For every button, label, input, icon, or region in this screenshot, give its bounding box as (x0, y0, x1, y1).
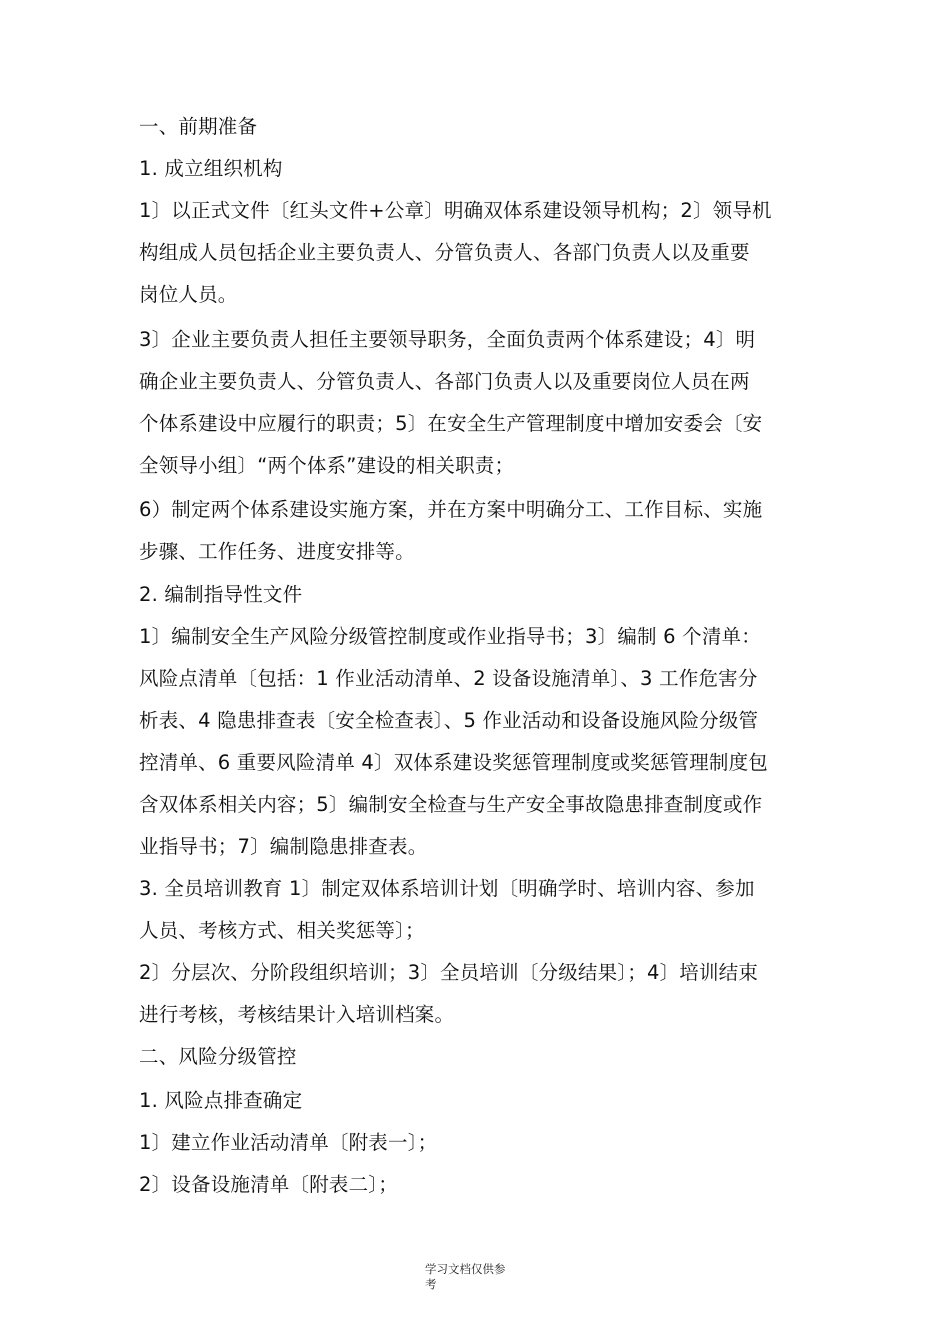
paragraph-line: 人员、考核方式、相关奖惩等〕； (139, 919, 425, 942)
subheading-1-2: 2. 编制指导性文件 (139, 583, 303, 606)
subheading-1-3: 3. 全员培训教育 1〕制定双体系培训计划〔明确学时、培训内容、参加 (139, 877, 755, 900)
footer-note (425, 1262, 506, 1292)
paragraph-line: 1〕编制安全生产风险分级管控制度或作业指导书；3〕编制 6 个清单： (139, 625, 761, 648)
paragraph-line: 2〕分层次、分阶段组织培训；3〕全员培训〔分级结果〕；4〕培训结束 (139, 961, 759, 984)
footer-note-line: 考 (425, 1277, 437, 1291)
paragraph-line: 构组成人员包括企业主要负责人、分管负责人、各部门负责人以及重要 (139, 241, 750, 264)
paragraph-line: 风险点清单〔包括：1 作业活动清单、2 设备设施清单〕、3 工作危害分 (139, 667, 758, 690)
paragraph-line: 6）制定两个体系建设实施方案，并在方案中明确分工、工作目标、实施 (139, 498, 763, 521)
paragraph-line: 步骤、工作任务、进度安排等。 (139, 540, 415, 563)
paragraph-line: 确企业主要负责人、分管负责人、各部门负责人以及重要岗位人员在两 (139, 370, 750, 393)
footer-note-line: 学习文档仅供参 (425, 1262, 506, 1276)
paragraph-line: 2〕设备设施清单〔附表二〕； (139, 1173, 398, 1196)
paragraph-line: 个体系建设中应履行的职责；5〕在安全生产管理制度中增加安委会〔安 (139, 412, 763, 435)
paragraph-line: 全领导小组〕“两个体系”建设的相关职责； (139, 454, 515, 477)
paragraph-line: 进行考核，考核结果计入培训档案。 (139, 1003, 455, 1026)
paragraph-line: 含双体系相关内容；5〕编制安全检查与生产安全事故隐患排查制度或作 (139, 793, 763, 816)
paragraph-line: 析表、4 隐患排查表〔安全检查表〕、5 作业活动和设备设施风险分级管 (139, 709, 759, 732)
paragraph-line: 3〕企业主要负责人担任主要领导职务，全面负责两个体系建设；4〕明 (139, 328, 756, 351)
paragraph-line: 1〕建立作业活动清单〔附表一〕； (139, 1131, 438, 1154)
subheading-2-1: 1. 风险点排查确定 (139, 1089, 303, 1112)
paragraph-line: 1〕以正式文件〔红头文件+公章〕明确双体系建设领导机构；2〕领导机 (139, 199, 772, 222)
paragraph-line: 控清单、6 重要风险清单 4〕双体系建设奖惩管理制度或奖惩管理制度包 (139, 751, 769, 774)
subheading-1-1: 1. 成立组织机构 (139, 157, 283, 180)
heading-section-2: 二、风险分级管控 (139, 1045, 297, 1068)
paragraph-line: 岗位人员。 (139, 283, 238, 306)
heading-section-1: 一、前期准备 (139, 115, 258, 138)
paragraph-line: 业指导书；7〕编制隐患排查表。 (139, 835, 428, 858)
